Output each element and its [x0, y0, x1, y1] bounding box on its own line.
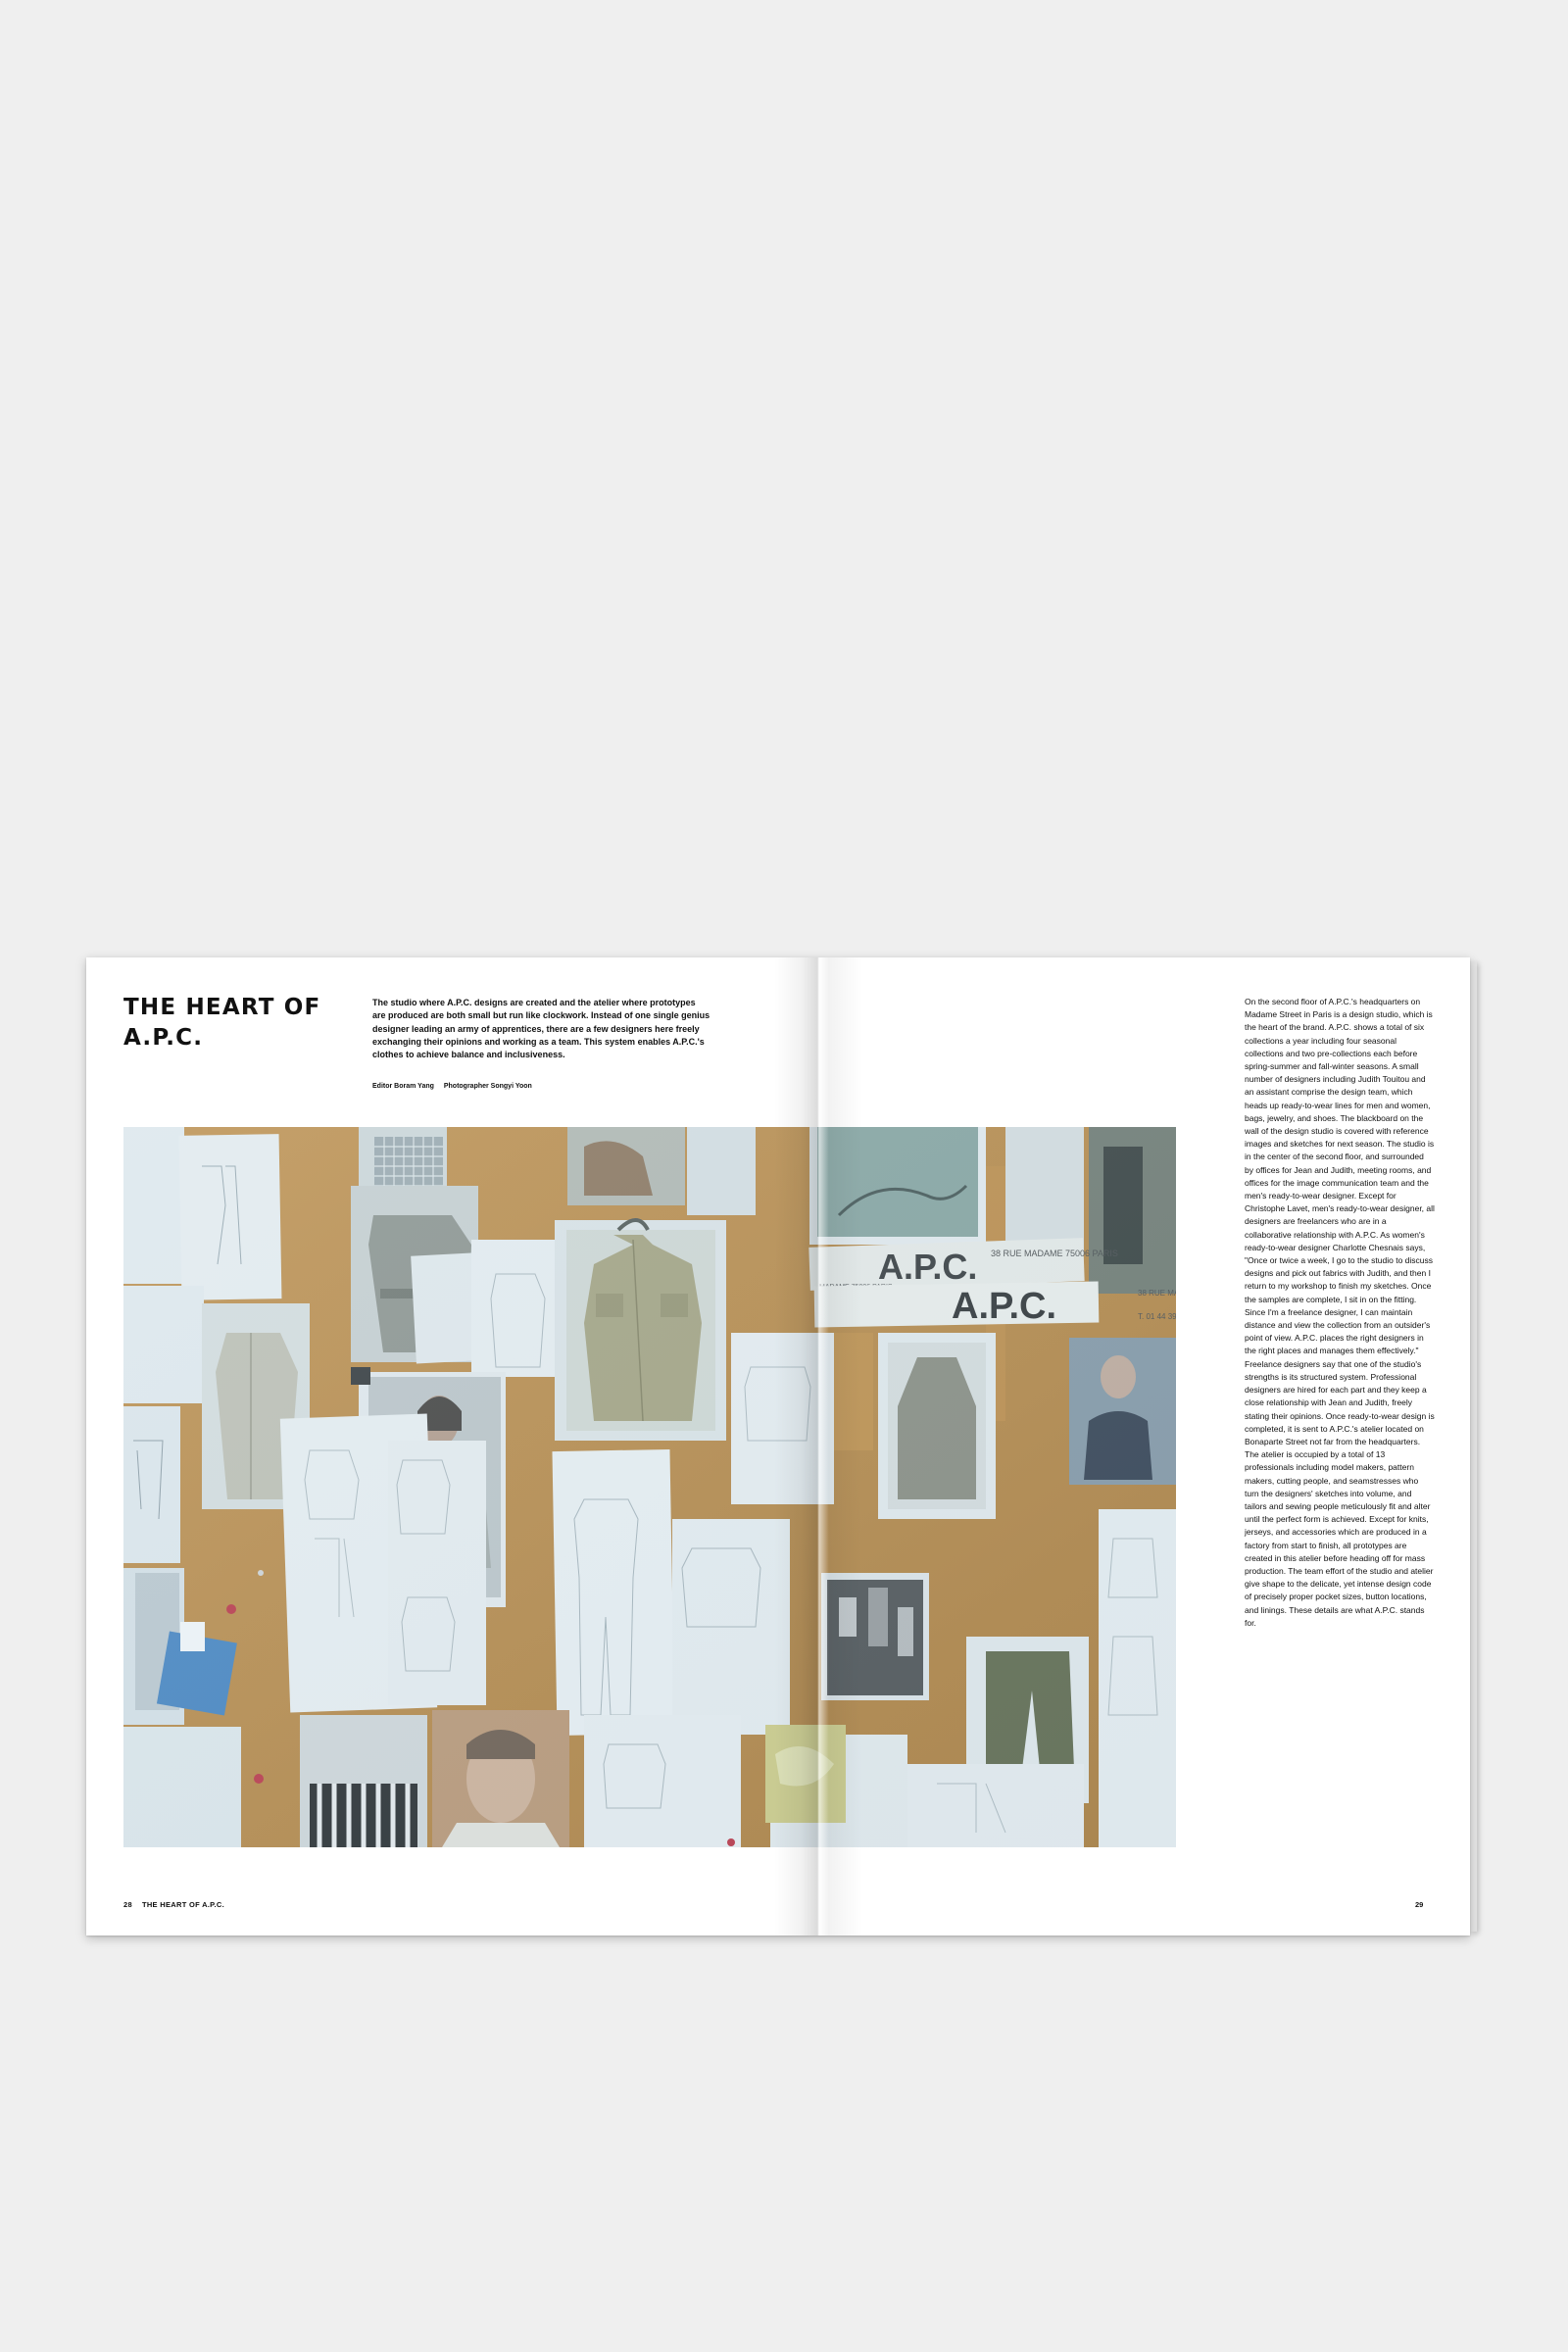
- magazine-back-cover-edge: [1470, 961, 1477, 1932]
- left-folio: [123, 1900, 224, 1909]
- right-page-number: 29: [1415, 1900, 1424, 1909]
- studio-moodboard-photo: [123, 1127, 1176, 1847]
- article-standfirst: The studio where A.P.C. designs are created and the atelier where prototypes are produced are both small but run like clockwork. Instead of one single genius designer leading an army of apprentices, there are a few designers here freely exchanging their opinions and working as a team. This system enables A.P.C.'s clothes to achieve balance and inclusiveness.: [372, 998, 710, 1060]
- magazine-spread: [86, 957, 1470, 1936]
- article-body: On the second floor of A.P.C.'s headquarters on Madame Street in Paris is a design studio, which is the heart of the brand. A.P.C. shows a total of six collections a year including four seasonal collections and two pre-collections each before spring-summer and fall-winter seasons. A small number of designers including Judith Touitou and an assistant comprise the design team, which heads up ready-to-wear lines for men and women, bags, jewelry, and shoes. The blackboard on the wall of the design studio is covered with reference images and sketches for next season. The studio is in the center of the second floor, and surrounded by offices for Jean and Judith, meeting rooms, and offices for the image communication team and the men's ready-to-wear designer. Except for Christophe Lavet, men's ready-to-wear designer, all designers are freelancers who are in a collaborative relationship with A.P.C. As women's ready-to-wear designer Charlotte Chesnais says, "Once or twice a week, I go to the studio to discuss designs and pick out fabrics with Judith, and then I return to my workshop to finish my sketches. Once the samples are complete, I sit in on the fitting. Since I'm a freelance designer, I can maintain distance and view the collection from an outsider's point of view. A.P.C. places the right designers in the right places and manages them effectively." Freelance designers say that one of the studio's strengths is its structured system. Professional designers are hired for each part and they keep a close relationship with Jean and Judith, freely stating their opinions. Once ready-to-wear design is completed, it is sent to A.P.C.'s atelier located on Bonaparte Street not far from the headquarters. The atelier is occupied by a total of 13 professionals including model makers, pattern makers, cutting people, and seamstresses who turn the designers' sketches into volume, and tailors and sewing people meticulously fit and alter until the perfect form is achieved. Except for knits, jerseys, and accessories which are produced in a factory from start to finish, all prototypes are created in this atelier before heading off for mass production. The team effort of the studio and atelier give shape to the delicate, yet intense design code of precisely proper pocket sizes, button locations, and linings. These details are what A.P.C. stands for.: [1245, 997, 1435, 1628]
- running-title: THE HEART OF A.P.C.: [141, 1900, 224, 1909]
- article-credits: [372, 1083, 532, 1090]
- article-headline: THE HEART OF A.P.C.: [123, 995, 321, 1051]
- photo-tint: [123, 1127, 1176, 1847]
- editor-credit: Editor Boram Yang: [372, 1083, 434, 1090]
- left-page-number: 28: [123, 1900, 132, 1909]
- photographer-credit: Photographer Songyi Yoon: [443, 1083, 532, 1090]
